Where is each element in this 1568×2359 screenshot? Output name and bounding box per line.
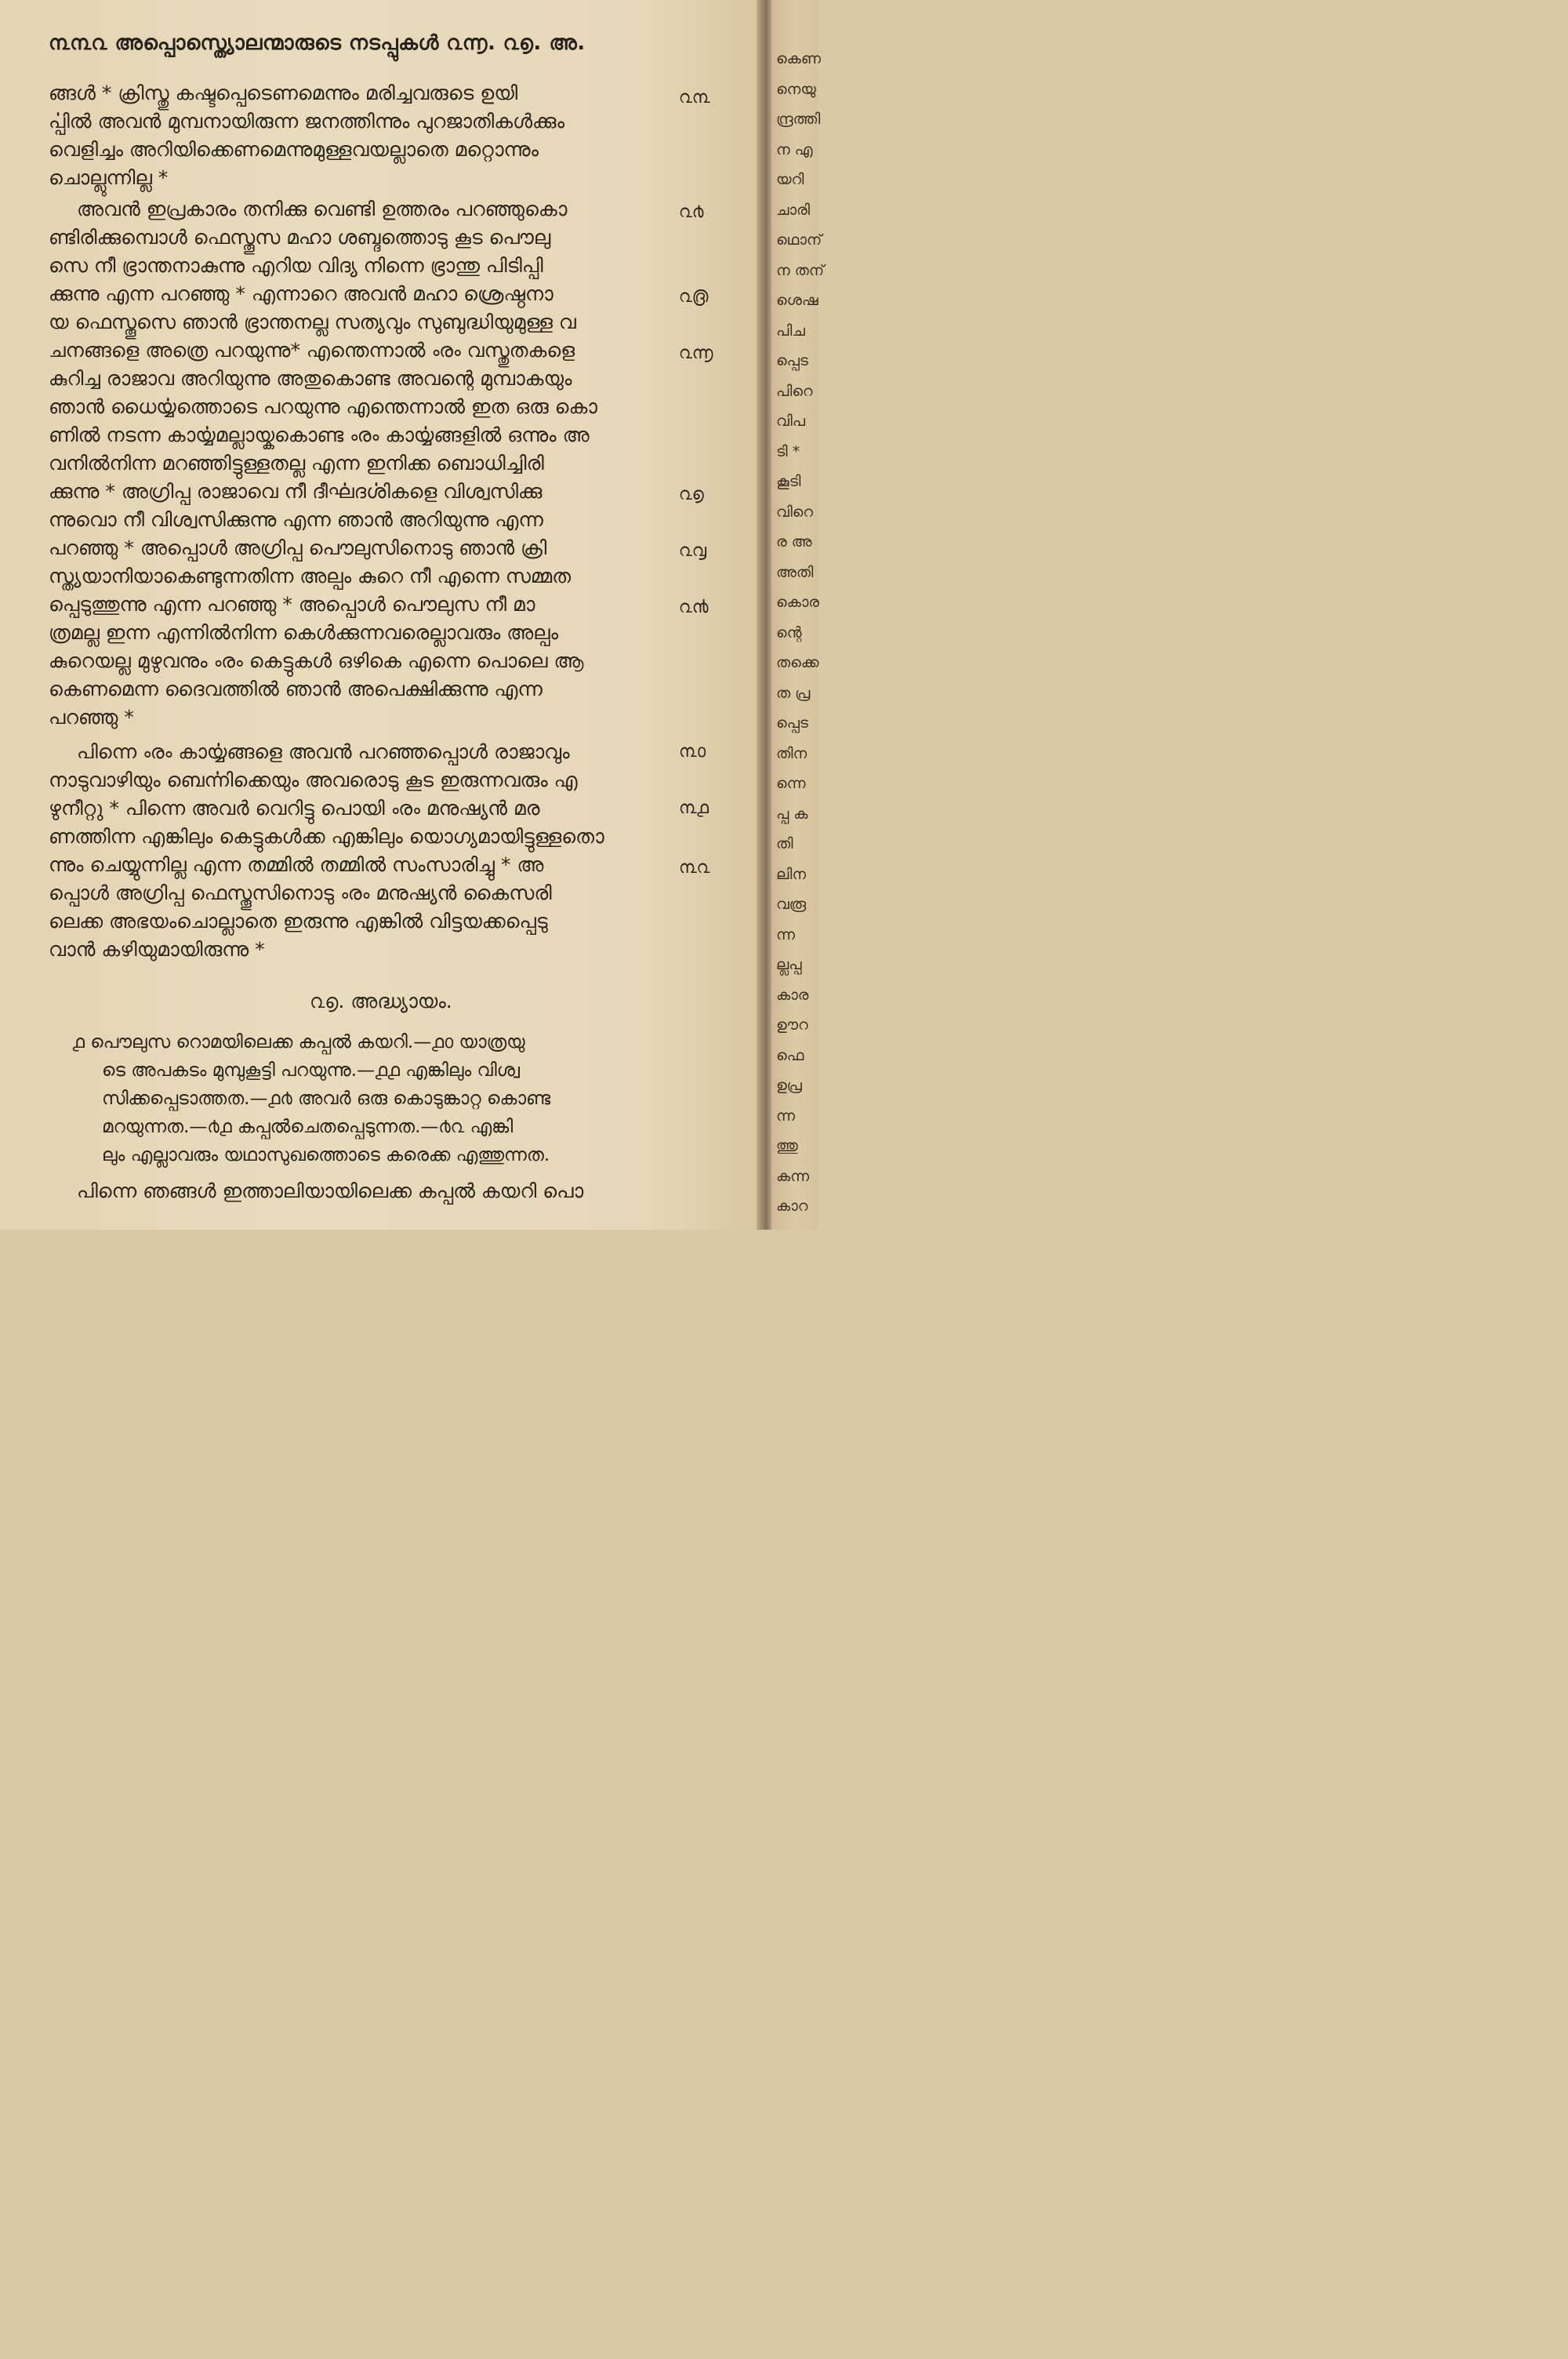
body-line: ത്രമല്ല ഇന്ന എന്നിൽനിന്ന കെൾക്കുന്നവരെല്ലാവരും അല്പം bbox=[49, 621, 559, 644]
adjacent-page-fragment: കെണ bbox=[776, 50, 821, 67]
adjacent-page-fragment: കൊര bbox=[776, 594, 819, 611]
body-line: സെ നീ ഭ്രാന്തനാകുന്നു എറിയ വിദ്യ നിന്നെ ഭ്രാന്തു പിടിപ്പി bbox=[49, 254, 543, 277]
body-line: വനിൽനിന്ന മറഞ്ഞിട്ടുള്ളതല്ല എന്ന ഇനിക്ക ബൊധിച്ചിരി bbox=[49, 452, 544, 474]
adjacent-page-fragment: ന്ദ്രത്തി bbox=[776, 111, 821, 128]
book-spread bbox=[0, 0, 825, 1230]
body-line: ണത്തിന്ന എങ്കിലും കെട്ടുകൾക്ക എങ്കിലും യൊഗ്യമായിട്ടുള്ളതൊ bbox=[49, 825, 604, 848]
body-line: യ ഫെസ്തൂസെ ഞാൻ ഭ്രാന്തനല്ല സത്യവും സുബുദ്ധിയുമുള്ള വ bbox=[49, 311, 576, 333]
verse-number: ൨൩ bbox=[679, 88, 710, 107]
verse-number: ൩൦ bbox=[679, 742, 706, 761]
body-line: ക്കുന്നു എന്ന പറഞ്ഞു * എന്നാറെ അവൻ മഹാ ശ്രെഷ്ഠനാ bbox=[49, 282, 554, 305]
adjacent-page-fragment: ഫെ bbox=[776, 1046, 804, 1064]
adjacent-page-fragment: ന എ bbox=[776, 140, 813, 158]
body-line: ചൊല്ലുന്നില്ല * bbox=[49, 166, 169, 189]
adjacent-page-fragment: കൂടി bbox=[776, 473, 801, 490]
verse-number: ൨൪ bbox=[679, 202, 704, 222]
verse-number: ൩൨ bbox=[679, 858, 710, 878]
adjacent-page-fragment: പിറെ bbox=[776, 382, 813, 400]
body-line: ക്കുന്നു * അഗ്രിപ്പ രാജാവെ നീ ദീൎഘദൎശികളെ വിശ്വസിക്കു bbox=[49, 480, 543, 503]
adjacent-page-fragment: ന്നെ bbox=[776, 775, 806, 792]
body-line: പ്പൊൾ അഗ്രിപ്പ ഫെസ്തൂസിനൊടു ൟ മനുഷ്യൻ കൈസരി bbox=[49, 881, 552, 904]
body-line: ണിൽ നടന്ന കാൎയ്യമല്ലായ്കകൊണ്ട ൟ കാൎയ്യങ്ങളിൽ ഒന്നും അ bbox=[49, 423, 590, 446]
body-line: ഴുനീറ്റു * പിന്നെ അവർ വെറിട്ടു പൊയി ൟ മനുഷ്യൻ മര bbox=[49, 797, 540, 820]
adjacent-page-edge bbox=[771, 0, 825, 1230]
body-line: ന്നും ചെയ്യുന്നില്ല എന്ന തമ്മിൽ തമ്മിൽ സംസാരിച്ചു * അ bbox=[49, 853, 544, 876]
body-line: വെളിച്ചം അറിയിക്കെണമെന്നുമുള്ളവയല്ലാതെ മറ്റൊന്നും bbox=[49, 138, 539, 161]
adjacent-page-fragment: അതി bbox=[776, 563, 814, 581]
summary-line: ടെ അപകടം മുമ്പുകൂട്ടി പറയുന്നു.—൧൧ എങ്കിലും വിശ്വ bbox=[102, 1060, 521, 1081]
body-line: പറഞ്ഞു * അപ്പൊൾ അഗ്രിപ്പ പൌലുസിനൊടു ഞാൻ ക്രി bbox=[49, 536, 547, 559]
adjacent-page-fragment: ര അ bbox=[776, 533, 812, 551]
verse-number: ൨൮ bbox=[679, 541, 707, 561]
verse-number: ൨൭ bbox=[679, 485, 704, 504]
body-line: ങ്ങൾ * ക്രിസ്തു കഷ്ടപ്പെടെണമെന്നും മരിച്ചവരുടെ ഉയി bbox=[49, 82, 518, 104]
verse-number: ൨൬ bbox=[679, 343, 713, 363]
body-line: നാടുവാഴിയും ബെൎന്നിക്കെയും അവരൊടു കൂട ഇരുന്നവരും എ bbox=[49, 769, 578, 791]
verse-number: ൨൫ bbox=[679, 287, 709, 307]
body-line: ചനങ്ങളെ അത്രെ പറയുന്നു* എന്തെന്നാൽ ൟ വസ്തുതകളെ bbox=[49, 339, 575, 362]
adjacent-page-fragment: ന്റെ bbox=[776, 623, 802, 642]
summary-line: ലും എല്ലാവരും യഥാസുഖത്തൊടെ കരെക്ക എത്തുന്നത. bbox=[102, 1145, 550, 1165]
adjacent-page-fragment: ന തന് bbox=[776, 261, 825, 279]
adjacent-page-fragment: വിപ bbox=[776, 413, 806, 430]
adjacent-page-fragment: കാര bbox=[776, 986, 809, 1004]
adjacent-page-fragment: പ്പെട bbox=[776, 714, 809, 732]
adjacent-page-fragment: പ്പെട bbox=[776, 352, 809, 369]
body-line: ലെക്ക അഭയംചൊല്ലാതെ ഇരുന്നു എങ്കിൽ വിട്ടയക്കപ്പെടു bbox=[49, 910, 548, 932]
adjacent-page-fragment: വരൂ bbox=[776, 896, 807, 913]
adjacent-page-fragment: ഊറ bbox=[776, 1016, 808, 1034]
summary-line: സിക്കപ്പെടാത്തത.—൧൪ അവർ ഒരു കൊടുങ്കാറ്റ കൊണ്ട bbox=[102, 1089, 551, 1109]
left-page bbox=[0, 0, 762, 1230]
adjacent-page-fragment: ചാരി bbox=[776, 201, 811, 219]
adjacent-page-fragment: ലിന bbox=[776, 865, 807, 883]
body-line: കുറിച്ച രാജാവ അറിയുന്നു അതുകൊണ്ട അവന്റെ മുമ്പാകയും bbox=[49, 367, 572, 390]
summary-line: മറയുന്നത.—൪൧ കപ്പൽചെതപ്പെടുന്നത.—൪൨ എങ്കി bbox=[102, 1117, 514, 1137]
adjacent-page-fragment: ടി * bbox=[776, 442, 800, 460]
body-line: സ്ത്യയാനിയാകെണ്ടുന്നതിന്ന അല്പം കുറെ നീ എന്നെ സമ്മത bbox=[49, 565, 572, 587]
body-line-last: പിന്നെ ഞങ്ങൾ ഇത്താലിയായിലെക്ക കപ്പൽ കയറി പൊ bbox=[77, 1180, 584, 1202]
chapter-title: ൨൭. അദ്ധ്യായം. bbox=[310, 990, 452, 1012]
adjacent-page-fragment: ത്തു bbox=[776, 1137, 798, 1154]
adjacent-page-fragment: തക്കെ bbox=[776, 654, 819, 671]
body-line: പ്പെടുത്തുന്നു എന്ന പറഞ്ഞു * അപ്പൊൾ പൌലുസ നീ മാ bbox=[49, 593, 535, 616]
adjacent-page-fragment: ല്ലപ്പ bbox=[776, 956, 802, 973]
body-line: ണ്ടിരിക്കുമ്പൊൾ ഫെസ്തൂസ മഹാ ശബ്ദത്തൊടു കൂട പൌലു bbox=[49, 226, 551, 249]
verse-number: ൩൧ bbox=[679, 798, 709, 818]
adjacent-page-fragment: പിച bbox=[776, 322, 805, 340]
summary-line: ൧ പൌലുസ റൊമയിലെക്ക കപ്പൽ കയറി.—൧൦ യാത്രയു bbox=[72, 1032, 525, 1052]
body-line: പിന്നെ ൟ കാൎയ്യങ്ങളെ അവൻ പറഞ്ഞപ്പൊൾ രാജാവും bbox=[77, 740, 570, 763]
body-line: കുറെയല്ല മുഴുവനും ൟ കെട്ടുകൾ ഒഴികെ എന്നെ പൊലെ ആ bbox=[49, 649, 584, 672]
adjacent-page-fragment: നെയു bbox=[776, 80, 816, 98]
body-line: കെണമെന്ന ദൈവത്തിൽ ഞാൻ അപെക്ഷിക്കുന്നു എന്ന bbox=[49, 678, 543, 700]
adjacent-page-fragment: കന്ന bbox=[776, 1167, 810, 1185]
adjacent-page-fragment: തിന bbox=[776, 744, 808, 762]
adjacent-page-fragment: ന്ന bbox=[776, 925, 795, 943]
adjacent-page-fragment: തി bbox=[776, 835, 793, 852]
adjacent-page-fragment: ത പ്ര bbox=[776, 684, 811, 702]
adjacent-page-fragment: ഥൊന് bbox=[776, 231, 822, 249]
adjacent-page-fragment: പ്പ ക bbox=[776, 805, 808, 823]
adjacent-page-fragment: ന്ന bbox=[776, 1107, 795, 1125]
verse-number: ൨൯ bbox=[679, 598, 709, 617]
adjacent-page-fragment: ശെഷ bbox=[776, 292, 818, 309]
running-head: ൩൩൨ അപ്പൊസ്ത്യൊലന്മാരുടെ നടപ്പുകൾ ൨൬. ൨൭. അ. bbox=[49, 31, 586, 55]
adjacent-page-fragment: വിറെ bbox=[776, 503, 813, 521]
adjacent-page-fragment: കാറ bbox=[776, 1198, 808, 1215]
body-line: ന്നുവൊ നീ വിശ്വസിക്കുന്നു എന്ന ഞാൻ അറിയുന്നു എന്ന bbox=[49, 508, 543, 531]
body-line: അവൻ ഇപ്രകാരം തനിക്കു വെണ്ടി ഉത്തരം പറഞ്ഞുകൊ bbox=[77, 198, 568, 220]
body-line: ഞാൻ ധൈൎയ്യത്തൊടെ പറയുന്നു എന്തെന്നാൽ ഇത ഒരു കൊ bbox=[49, 395, 597, 418]
body-line: വാൻ കഴിയുമായിരുന്നു * bbox=[49, 938, 265, 961]
adjacent-page-fragment: ഉപ്ര bbox=[776, 1077, 802, 1094]
body-line: പറഞ്ഞു * bbox=[49, 706, 134, 729]
adjacent-page-fragment: യറി bbox=[776, 171, 804, 188]
body-line: ൎപ്പിൽ അവൻ മുമ്പനായിരുന്ന ജനത്തിന്നും പുറജാതികൾക്കും bbox=[49, 110, 565, 133]
